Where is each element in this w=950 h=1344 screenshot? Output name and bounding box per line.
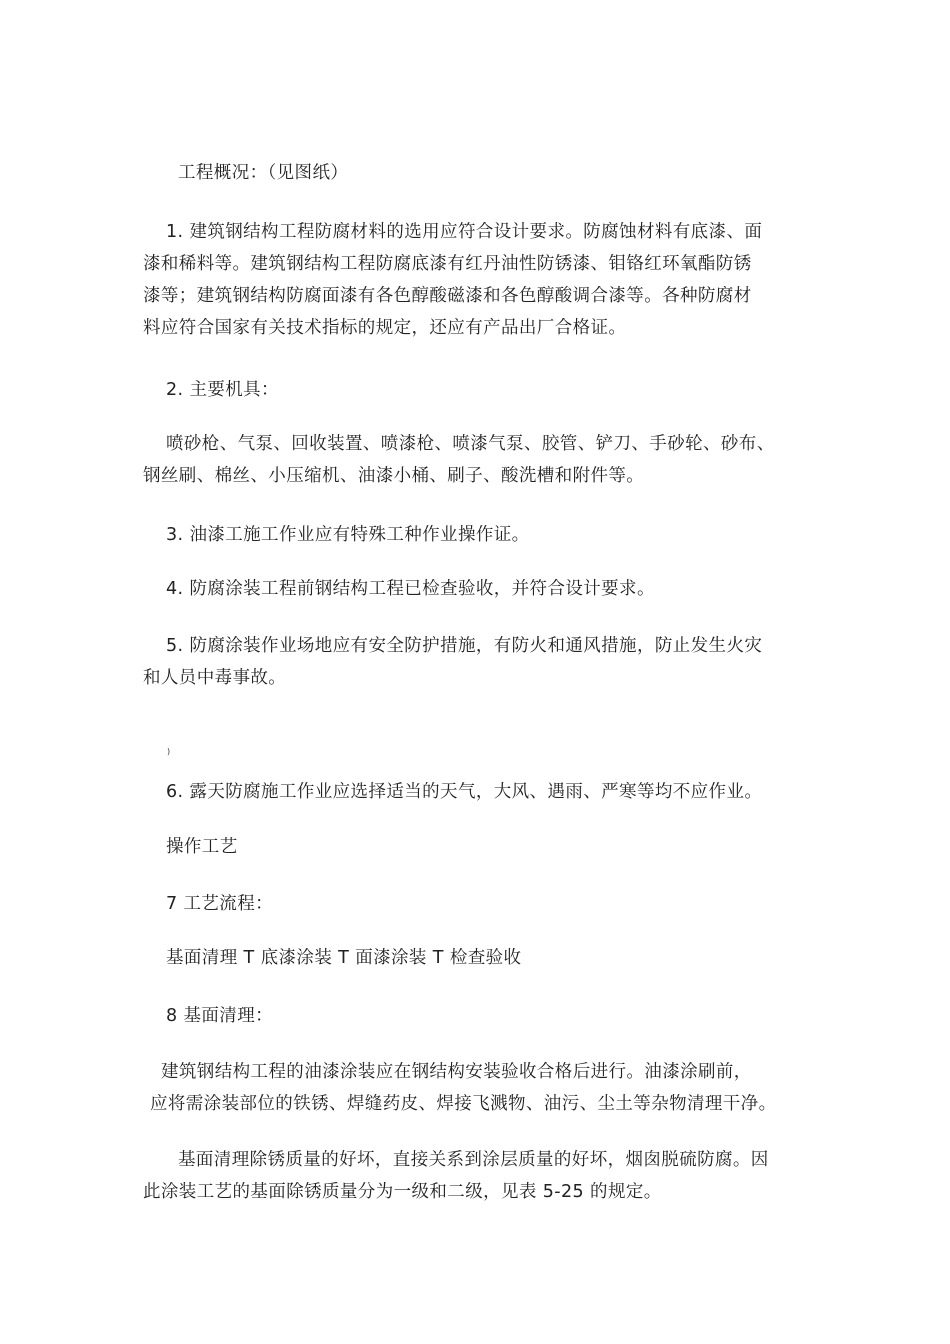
para-1-line-3: 漆等；建筑钢结构防腐面漆有各色醇酸磁漆和各色醇酸调合漆等。各种防腐材 [143, 286, 752, 306]
para-9-line-2: 应将需涂装部位的铁锈、焊缝药皮、焊接飞溅物、油污、尘土等杂物清理干净。 [150, 1094, 777, 1114]
para-8: 8 基面清理： [166, 1006, 273, 1026]
para-2-line-2: 钢丝刷、棉丝、小压缩机、油漆小桶、刷子、酸洗槽和附件等。 [143, 466, 645, 486]
para-7: 7 工艺流程： [166, 894, 273, 914]
intro-line: 工程概况：（见图纸） [178, 163, 349, 183]
process-flow: 基面清理 T 底漆涂装 T 面漆涂装 T 检查验收 [166, 948, 522, 968]
para-4: 4. 防腐涂装工程前钢结构工程已检查验收，并符合设计要求。 [166, 579, 655, 599]
para-1-line-1: 1. 建筑钢结构工程防腐材料的选用应符合设计要求。防腐蚀材料有底漆、面 [166, 222, 763, 242]
para-2-heading: 2. 主要机具： [166, 380, 279, 400]
section-title: 操作工艺 [166, 837, 238, 857]
para-3: 3. 油漆工施工作业应有特殊工种作业操作证。 [166, 525, 530, 545]
para-5-line-1: 5. 防腐涂装作业场地应有安全防护措施，有防火和通风措施，防止发生火灾 [166, 636, 763, 656]
para-10-line-1: 基面清理除锈质量的好坏，直接关系到涂层质量的好坏，烟囱脱硫防腐。因 [178, 1150, 769, 1170]
para-6: 6. 露天防腐施工作业应选择适当的天气，大风、遇雨、严寒等均不应作业。 [166, 782, 763, 802]
para-9-line-1: 建筑钢结构工程的油漆涂装应在钢结构安装验收合格后进行。油漆涂刷前， [161, 1062, 752, 1082]
para-10-line-2: 此涂装工艺的基面除锈质量分为一级和二级，见表 5-25 的规定。 [143, 1182, 662, 1202]
para-2-line-1: 喷砂枪、气泵、回收装置、喷漆枪、喷漆气泵、胶管、铲刀、手砂轮、砂布、 [166, 434, 775, 454]
para-1-line-2: 漆和稀料等。建筑钢结构工程防腐底漆有红丹油性防锈漆、钼铬红环氧酯防锈 [143, 254, 752, 274]
para-5-line-2: 和人员中毒事故。 [143, 668, 287, 688]
para-1-line-4: 料应符合国家有关技术指标的规定，还应有产品出厂合格证。 [143, 318, 627, 338]
stray-mark: ) [167, 747, 171, 756]
